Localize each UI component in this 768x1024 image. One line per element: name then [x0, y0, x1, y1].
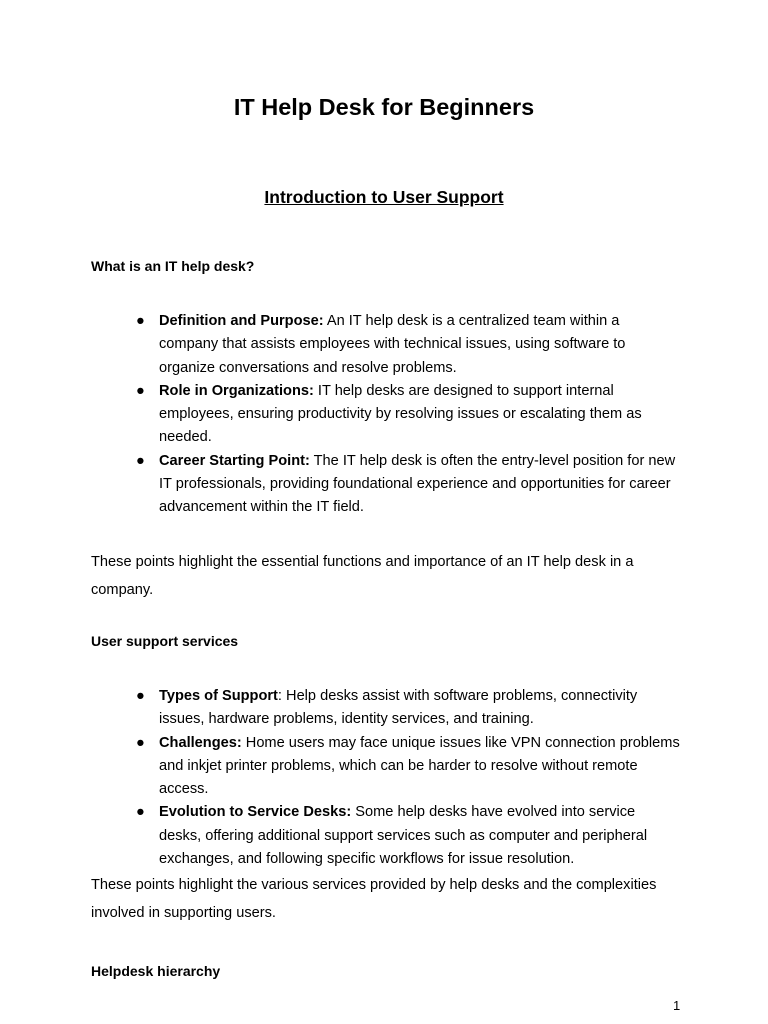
bullet-icon: ●: [136, 452, 145, 469]
bullet-icon: ●: [136, 382, 145, 399]
bullet-label: Types of Support: [159, 688, 278, 704]
bullet-label: Challenges:: [159, 734, 242, 751]
list-item: [136, 310, 681, 380]
bullet-text: An IT help desk is a centralized team within a company that assists employees with technical issues, using software to organize conversations and resolve problems.: [159, 313, 626, 376]
bullet-text: IT help desks are designed to support internal employees, ensuring productivity by resolving issues or escalating them as needed.: [159, 382, 642, 446]
bullet-label: Role in Organizations:: [159, 382, 314, 399]
bullet-text: Home users may face unique issues like VPN connection problems and inkjet printer problems, which can be harder to resolve without remote access.: [159, 734, 680, 798]
summary-paragraph: These points highlight the essential functions and importance of an IT help desk in a company.: [91, 554, 634, 598]
bullet-label: Definition and Purpose:: [159, 313, 324, 329]
heading-user-support-services: User support services: [91, 633, 239, 649]
bullet-text: The IT help desk is often the entry-level position for new IT professionals, providing foundational experience and opportunities for career advancement within the IT field.: [159, 452, 676, 516]
bullet-icon: ●: [136, 688, 145, 704]
summary-paragraph: These points highlight the various services provided by help desks and the complexities involved in supporting users.: [91, 877, 657, 921]
list-item: [136, 450, 681, 520]
list-item: [136, 801, 681, 871]
bullet-text: Some help desks have evolved into service desks, offering additional support services such as computer and peripheral exchanges, and following specific workflows for issue resolution.: [159, 804, 648, 868]
support-services-bullet-list: [136, 685, 681, 871]
bullet-label: Career Starting Point:: [159, 452, 310, 469]
bullet-label: Evolution to Service Desks:: [159, 804, 352, 821]
bullet-icon: ●: [136, 804, 145, 821]
section-title: Introduction to User Support: [264, 187, 504, 207]
document-title: IT Help Desk for Beginners: [233, 94, 535, 120]
list-item: [136, 732, 681, 802]
page-number: 1: [673, 998, 681, 1013]
list-item: [136, 685, 681, 732]
heading-helpdesk-hierarchy: Helpdesk hierarchy: [91, 963, 221, 979]
bullet-text: : Help desks assist with software problems, connectivity issues, hardware problems, identity services, and training.: [159, 688, 638, 728]
bullet-icon: ●: [136, 734, 145, 751]
heading-what-is-help-desk: What is an IT help desk?: [91, 258, 255, 274]
bullet-icon: ●: [136, 313, 145, 329]
help-desk-bullet-list: [136, 310, 681, 520]
list-item: [136, 380, 681, 450]
